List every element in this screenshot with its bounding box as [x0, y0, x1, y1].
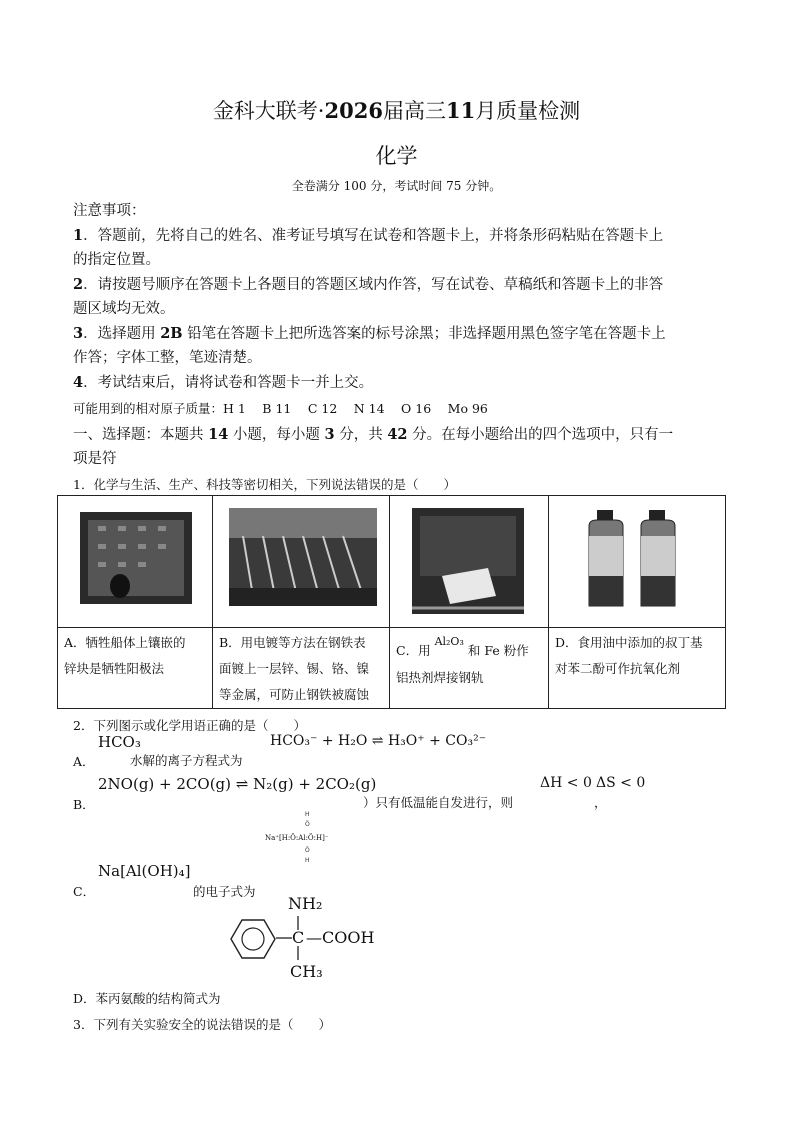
note-text: 题区域均无效。 [73, 301, 175, 317]
exam-title [0, 95, 793, 125]
section-num: 14 [208, 426, 229, 443]
title-year: 2026 [324, 98, 383, 123]
option-line [396, 635, 542, 665]
note-4 [73, 371, 723, 395]
note-3 [73, 322, 723, 370]
note-text: ．请按题号顺序在答题卡上各题目的答题区域内作答，写在试卷、草稿纸和答题卡上的非答 [83, 277, 664, 293]
note-number: 3 [73, 325, 84, 342]
q2-d-ch3: CH₃ [290, 962, 323, 981]
section-text: 一、选择题：本题共 [73, 427, 209, 443]
q2-d-nh2: NH₂ [288, 894, 323, 913]
title-part: 届高三 [382, 99, 446, 123]
q1-image-a [58, 496, 213, 628]
option-text: 和 Fe 粉作 [467, 643, 529, 658]
q2-d-label: D．苯丙氨酸的结构简式为 [73, 991, 221, 1006]
q2-b-comma: ， [594, 795, 607, 810]
q2-d-carbon: C [292, 928, 305, 947]
q2-a-label: A． [73, 754, 95, 769]
note-text: ．选择题用 [83, 326, 161, 342]
q1-option-b [213, 628, 390, 709]
q2-b-equation: 2NO(g) + 2CO(g) ⇌ N₂(g) + 2CO₂(g) [98, 775, 377, 793]
benzene-ring-icon [230, 918, 276, 960]
note-text: 作答；字体工整，笔迹清楚。 [73, 350, 262, 366]
q2-c-label: C． [73, 884, 96, 899]
note-1 [73, 224, 723, 272]
q2-c-electron-formula: Na⁺[H:Ö:Al:Ö:H]⁻ [265, 834, 329, 842]
q1-option-d [549, 628, 726, 709]
q2-c-formula: Na[Al(OH)₄] [98, 862, 191, 880]
q2-b-text: ）只有低温能自发进行，则 [363, 795, 514, 810]
section-text: 分，共 [334, 427, 388, 443]
q2-b-ds: ΔS < 0 [596, 775, 646, 791]
option-text: 锌块是牺牲阳极法 [64, 661, 165, 676]
note-text: ．考试结束后，请将试卷和答题卡一并上交。 [83, 375, 374, 391]
svg-text:Ö: Ö [305, 847, 310, 854]
option-text: D．食用油中添加的叔丁基 [555, 635, 703, 650]
subject-title: 化学 [375, 144, 418, 168]
ship-hull-photo [58, 496, 212, 618]
note-text: ．答题前，先将自己的姓名、准考证号填写在试卷和答题卡上，并将条形码粘贴在答题卡上 [83, 228, 664, 244]
note-number: 2 [73, 276, 84, 293]
section-text: 分。在每小题给出的四个选项中，只有一 [407, 427, 674, 443]
section-text: 小题，每小题 [228, 427, 325, 443]
notes-heading: 注意事项： [73, 203, 146, 219]
q1-option-a [58, 628, 213, 709]
q1-options-table [57, 495, 726, 709]
svg-text:H: H [305, 857, 310, 864]
section-heading [73, 423, 723, 471]
q3-stem: 3．下列有关实验安全的说法错误的是（ ） [73, 1017, 331, 1032]
option-text: B．用电镀等方法在钢铁表 [219, 635, 366, 650]
formula: Al₂O₃ [434, 635, 464, 648]
section-num: 42 [387, 426, 408, 443]
note-text: 的指定位置。 [73, 252, 160, 268]
q1-image-c [390, 496, 549, 628]
title-month: 11 [445, 98, 476, 123]
option-text: 面镀上一层锌、锡、铬、镍 [219, 661, 370, 676]
electron-dot-decoration [300, 808, 320, 870]
option-text: 对苯二酚可作抗氧化剂 [555, 661, 681, 676]
note-number: 4 [73, 374, 84, 391]
option-text: 等金属，可防止钢铁被腐蚀 [219, 687, 370, 702]
q1-option-c [390, 628, 549, 709]
option-text: 铝热剂焊接钢轨 [396, 670, 484, 685]
q2-b-label: B． [73, 797, 95, 812]
note-number: 1 [73, 227, 84, 244]
svg-text:H: H [305, 811, 310, 818]
thermite-welding-photo [390, 496, 548, 618]
oil-bottles-photo [549, 496, 725, 618]
q2-stem: 2．下列图示或化学用语正确的是（ ） [73, 718, 306, 733]
exam-meta: 全卷满分 100 分，考试时间 75 分钟。 [291, 179, 502, 193]
q2-d-cooh: —COOH [306, 928, 375, 947]
q1-image-d [549, 496, 726, 628]
q2-c-text: 的电子式为 [193, 884, 256, 899]
q1-image-b [213, 496, 390, 628]
option-text: C．用 [396, 643, 431, 658]
q1-stem: 1．化学与生活、生产、科技等密切相关，下列说法错误的是（ ） [73, 477, 456, 492]
section-num: 3 [324, 426, 335, 443]
title-part: 月质量检测 [475, 99, 581, 123]
q2-b-dh: ΔH < 0 [540, 775, 592, 791]
q2-a-equation: HCO₃⁻ + H₂O ⇌ H₃O⁺ + CO₃²⁻ [270, 733, 487, 749]
note-text: 铅笔在答题卡上把所选答案的标号涂黑；非选择题用黑色签字笔在答题卡上 [182, 326, 666, 342]
title-part: 金科大联考· [212, 99, 325, 123]
q2-a-text: 水解的离子方程式为 [130, 753, 243, 768]
option-text: A．牺牲船体上镶嵌的 [64, 635, 186, 650]
note-emph: 2B [160, 325, 183, 342]
note-2 [73, 273, 723, 321]
atomic-masses: 可能用到的相对原子质量：H 1 B 11 C 12 N 14 O 16 Mo 96 [73, 401, 488, 416]
section-text: 项是符 [73, 451, 117, 467]
q2-a-ion: HCO₃ [98, 733, 141, 751]
electroplating-photo [213, 496, 389, 618]
svg-text:Ö: Ö [305, 821, 310, 828]
